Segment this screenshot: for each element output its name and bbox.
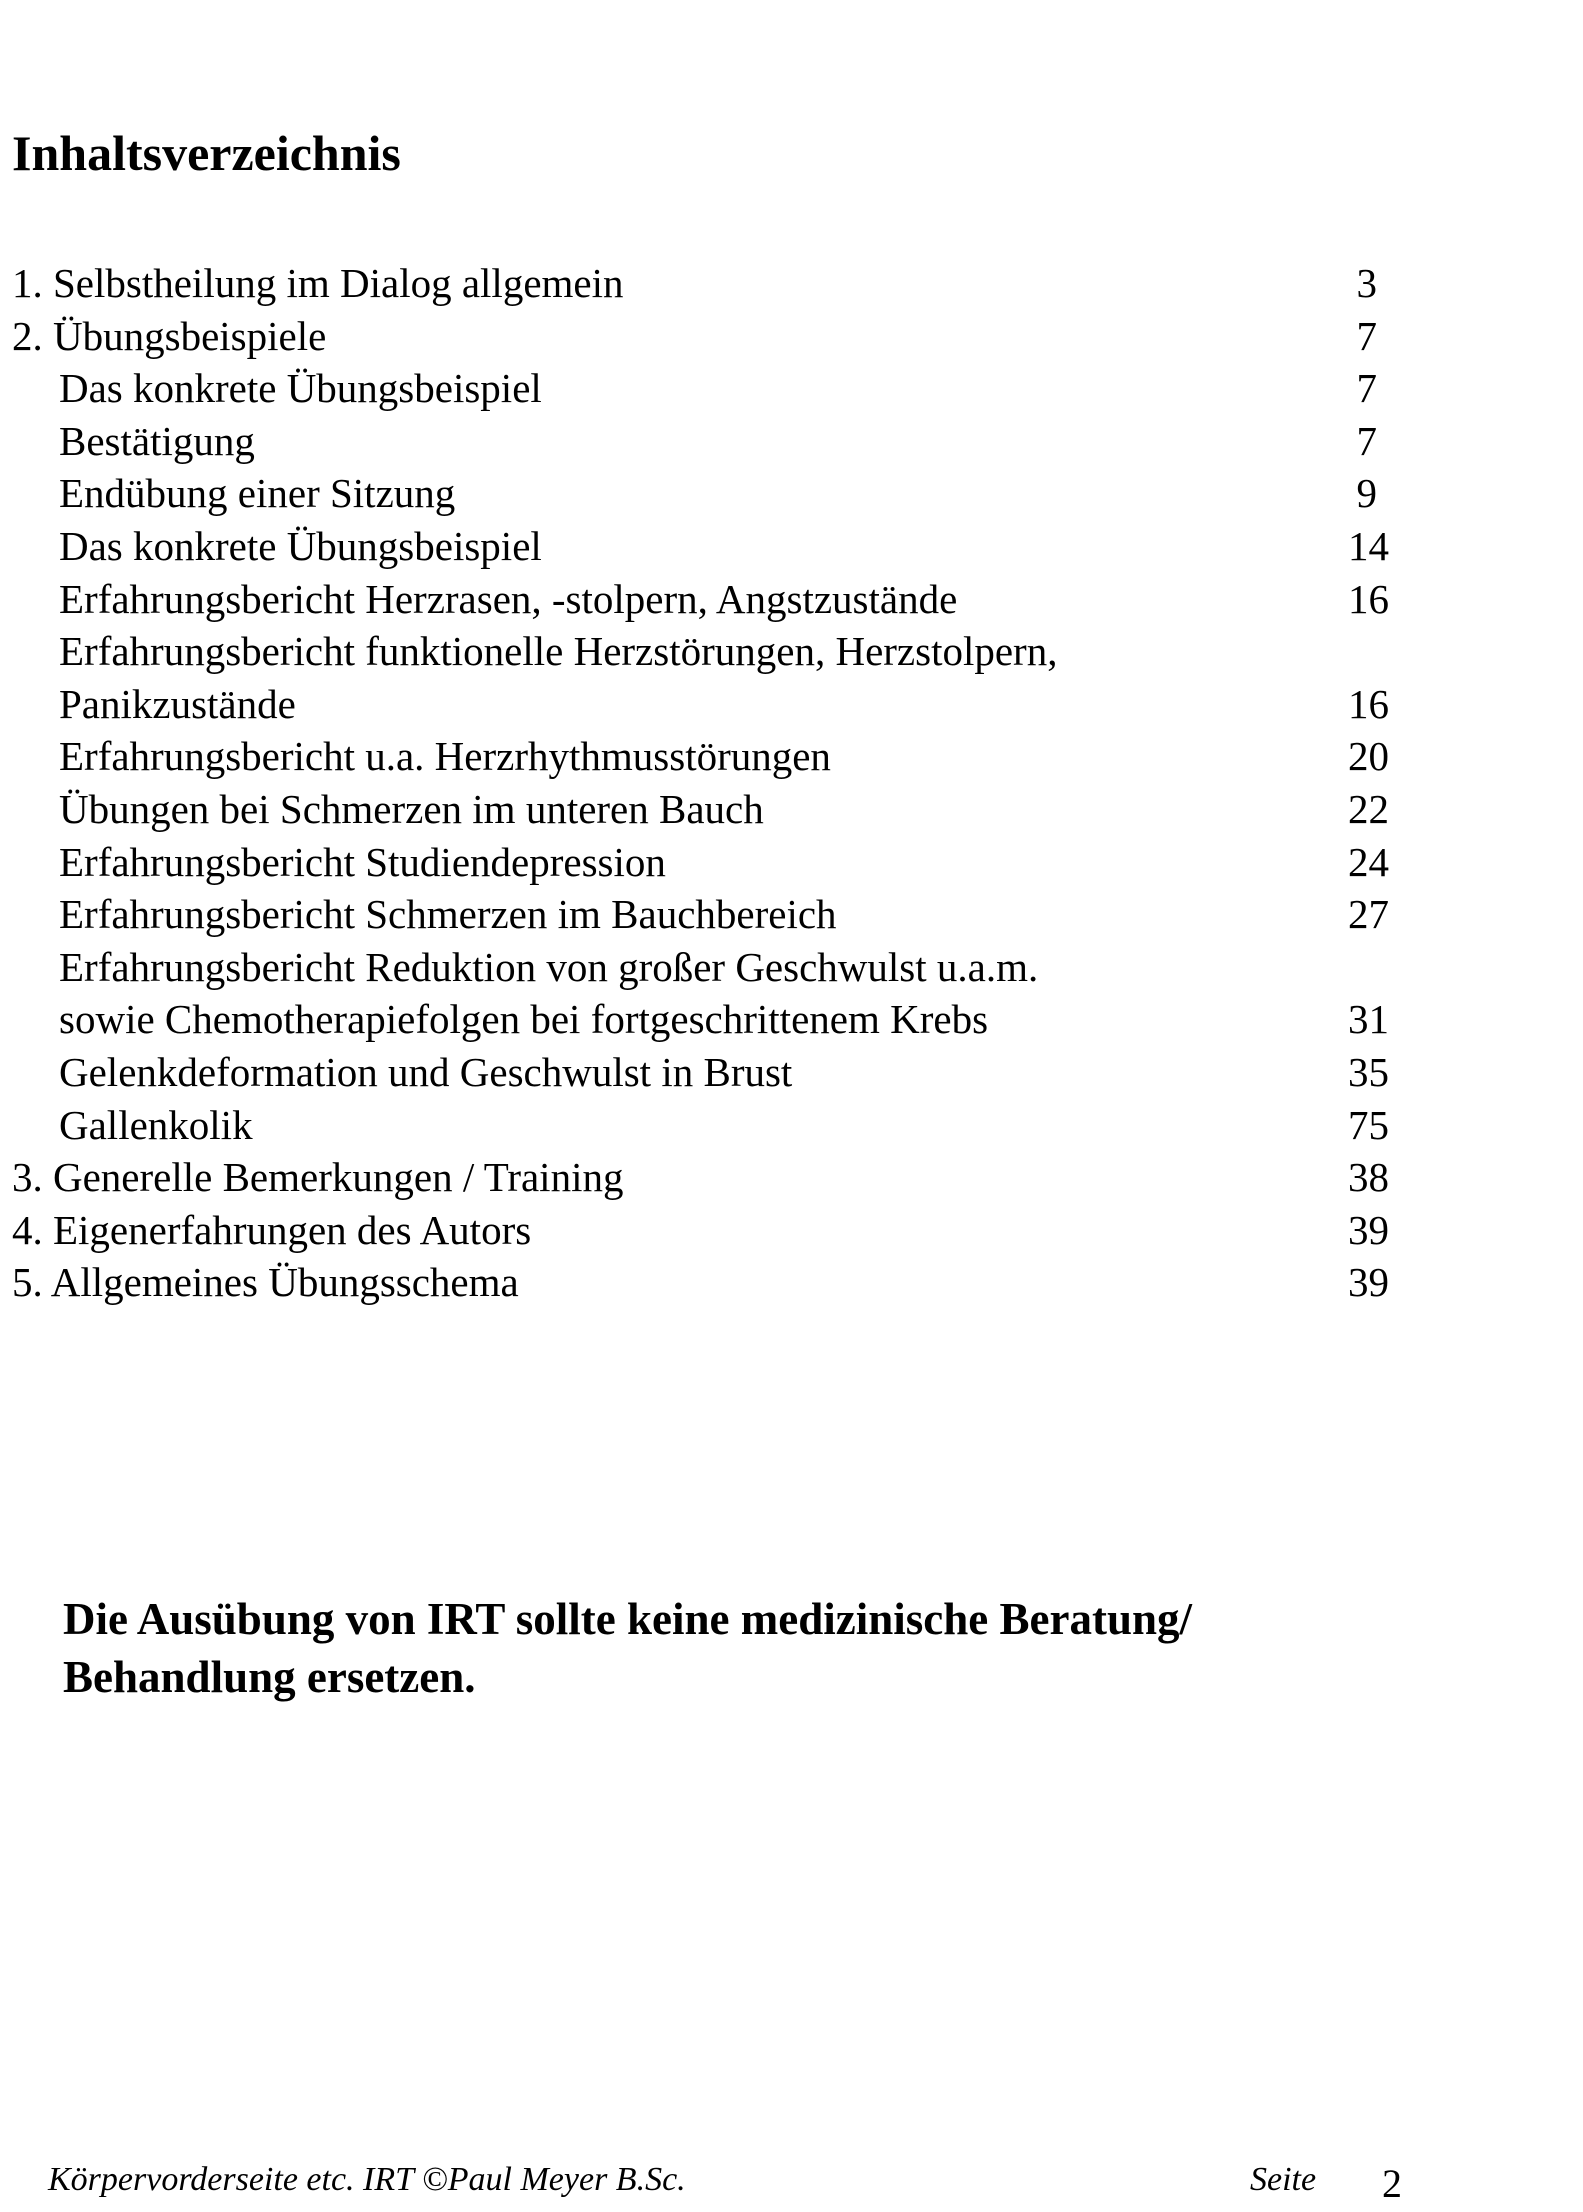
toc-entry xyxy=(12,1151,1402,1204)
medical-disclaimer xyxy=(63,1590,1463,1706)
toc-entry-label: Erfahrungsbericht Reduktion von großer Geschwulst u.a.m. xyxy=(59,943,1039,990)
toc-entry xyxy=(12,362,1402,415)
toc-entry xyxy=(12,1046,1402,1099)
toc-entry xyxy=(12,678,1402,731)
toc-entry-label: 4. Eigenerfahrungen des Autors xyxy=(12,1206,532,1253)
page-footer xyxy=(0,2155,1583,2205)
toc-entry-label: Erfahrungsbericht Studiendepression xyxy=(59,838,666,885)
toc-entry-label: 5. Allgemeines Übungsschema xyxy=(12,1259,519,1306)
toc-entry xyxy=(12,993,1402,1046)
toc-entry-label: Erfahrungsbericht Schmerzen im Bauchbereich xyxy=(59,891,837,938)
toc-entry-page: 31 xyxy=(1348,996,1389,1043)
toc-entry xyxy=(12,836,1402,889)
toc-entry-page: 22 xyxy=(1348,785,1389,832)
toc-entry xyxy=(12,1099,1402,1152)
toc-entry xyxy=(12,625,1402,678)
footer-copyright: Körpervorderseite etc. IRT ©Paul Meyer B.Sc. xyxy=(48,2161,686,2198)
toc-entry-label: Gallenkolik xyxy=(59,1101,253,1148)
toc-entry-label: Panikzustände xyxy=(59,680,296,727)
toc-entry-page: 39 xyxy=(1348,1206,1389,1253)
toc-entry-page: 39 xyxy=(1348,1259,1389,1306)
disclaimer-line: Behandlung ersetzen. xyxy=(63,1652,476,1702)
toc-entry xyxy=(12,1204,1402,1257)
toc-entry-label: Übungen bei Schmerzen im unteren Bauch xyxy=(59,785,764,832)
toc-entry-page: 14 xyxy=(1348,522,1389,569)
toc-entry-page: 3 xyxy=(1356,260,1377,306)
toc-entry xyxy=(12,941,1402,994)
toc-entry xyxy=(12,467,1402,520)
toc-entry xyxy=(12,888,1402,941)
toc-entry-label: Endübung einer Sitzung xyxy=(59,470,456,517)
page-title: Inhaltsverzeichnis xyxy=(12,125,401,181)
toc-entry xyxy=(12,730,1402,783)
toc-entry-label: Erfahrungsbericht u.a. Herzrhythmusstörungen xyxy=(59,733,831,780)
toc-entry-page: 75 xyxy=(1348,1101,1389,1148)
toc-entry xyxy=(12,783,1402,836)
footer-page-number: 2 xyxy=(1382,2161,1402,2206)
toc-entry-label: 3. Generelle Bemerkungen / Training xyxy=(12,1154,624,1201)
disclaimer-line: Die Ausübung von IRT sollte keine medizinische Beratung/ xyxy=(63,1594,1192,1644)
toc-entry-page: 16 xyxy=(1348,680,1389,727)
toc-entry-label: Das konkrete Übungsbeispiel xyxy=(59,365,542,412)
toc-entry-page: 7 xyxy=(1356,312,1377,359)
footer-page-label: Seite xyxy=(1250,2161,1317,2198)
toc-entry-label: sowie Chemotherapiefolgen bei fortgeschrittenem Krebs xyxy=(59,996,989,1043)
toc-entry-page: 27 xyxy=(1348,891,1389,938)
toc-entry-label: 2. Übungsbeispiele xyxy=(12,312,327,359)
toc-entry-page: 20 xyxy=(1348,733,1389,780)
toc-entry-label: Bestätigung xyxy=(59,417,255,464)
toc-entry-label: Erfahrungsbericht Herzrasen, -stolpern, Angstzustände xyxy=(59,575,958,622)
toc-entry-label: 1. Selbstheilung im Dialog allgemein xyxy=(12,260,624,306)
toc-entry-page: 24 xyxy=(1348,838,1389,885)
toc-entry xyxy=(12,1256,1402,1309)
toc-entry xyxy=(12,573,1402,626)
toc-entry-page: 7 xyxy=(1356,417,1377,464)
table-of-contents xyxy=(12,257,1402,1309)
toc-entry-page: 35 xyxy=(1348,1048,1389,1095)
toc-entry-page: 38 xyxy=(1348,1154,1389,1201)
toc-entry-label: Das konkrete Übungsbeispiel xyxy=(59,522,542,569)
toc-entry xyxy=(12,415,1402,468)
toc-entry-label: Gelenkdeformation und Geschwulst in Brust xyxy=(59,1048,793,1095)
toc-entry xyxy=(12,257,1402,310)
toc-entry-page: 7 xyxy=(1356,365,1377,412)
toc-entry xyxy=(12,520,1402,573)
toc-entry xyxy=(12,310,1402,363)
toc-entry-page: 16 xyxy=(1348,575,1389,622)
toc-entry-page: 9 xyxy=(1356,470,1377,517)
toc-entry-label: Erfahrungsbericht funktionelle Herzstörungen, Herzstolpern, xyxy=(59,628,1058,675)
